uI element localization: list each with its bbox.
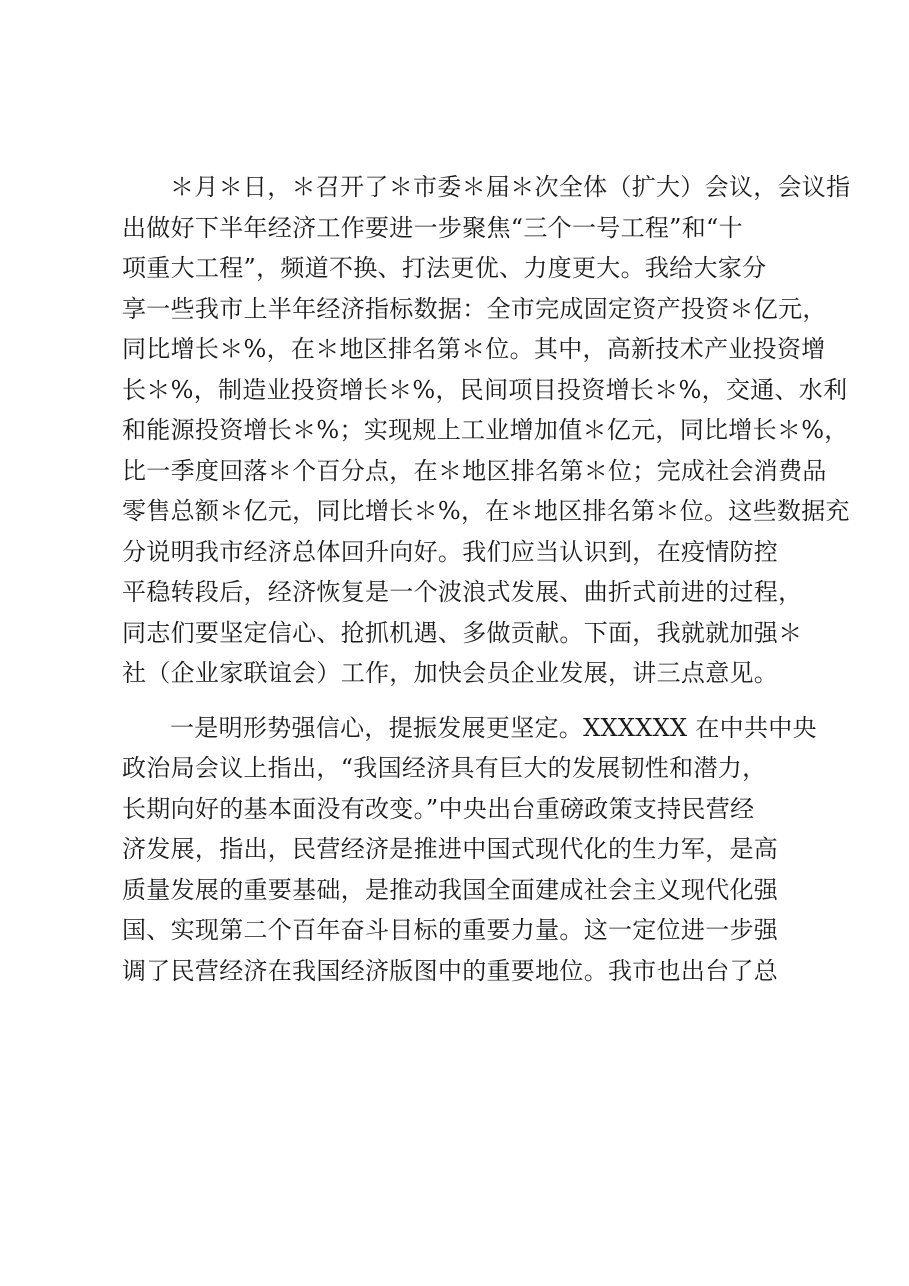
text-line: ＊月＊日，＊召开了＊市委＊届＊次全体（扩大）会议，会议指 [170,173,851,201]
text-line: 分说明我市经济总体回升向好。我们应当认识到，在疫情防控 [122,537,779,566]
document-body [122,167,851,991]
text-line: 同志们要坚定信心、抢抓机遇、多做贡献。下面，我就就加强＊ [122,618,803,647]
text-line: 一是明形势强信心，提振发展更坚定。XXXXXX 在中共中央 [170,713,817,742]
text-line: 比一季度回落＊个百分点，在＊地区排名第＊位；完成社会消费品 [122,456,827,485]
paragraph-opening [122,167,851,694]
text-line: 政治局会议上指出，“我国经济具有巨大的发展韧性和潜力， [122,754,767,782]
text-line: 项重大工程”，频道不换、打法更优、力度更大。我给大家分 [122,254,767,282]
text-line: 社（企业家联谊会）工作，加快会员企业发展，讲三点意见。 [122,659,779,687]
text-line: 零售总额＊亿元，同比增长＊%，在＊地区排名第＊位。这些数据充 [122,497,850,525]
text-line: 出做好下半年经济工作要进一步聚焦“三个一号工程”和“十 [122,213,743,242]
text-line: 长期向好的基本面没有改变。”中央出台重磅政策支持民营经 [122,794,755,823]
text-line: 质量发展的重要基础，是推动我国全面建成社会主义现代化强 [122,875,779,904]
text-line: 长＊%，制造业投资增长＊%，民间项目投资增长＊%，交通、水利 [122,375,848,404]
text-line: 济发展，指出，民营经济是推进中国式现代化的生力军，是高 [122,835,779,863]
text-line: 国、实现第二个百年奋斗目标的重要力量。这一定位进一步强 [122,916,779,944]
text-line: 调了民营经济在我国经济版图中的重要地位。我市也出台了总 [122,956,779,985]
text-line: 和能源投资增长＊%；实现规上工业增加值＊亿元，同比增长＊%， [122,416,849,444]
paragraph-point-one [122,708,817,992]
text-line: 平稳转段后，经济恢复是一个波浪式发展、曲折式前进的过程， [122,578,803,606]
text-line: 享一些我市上半年经济指标数据：全市完成固定资产投资＊亿元， [122,294,827,323]
text-line: 同比增长＊%，在＊地区排名第＊位。其中，高新技术产业投资增 [122,335,826,363]
